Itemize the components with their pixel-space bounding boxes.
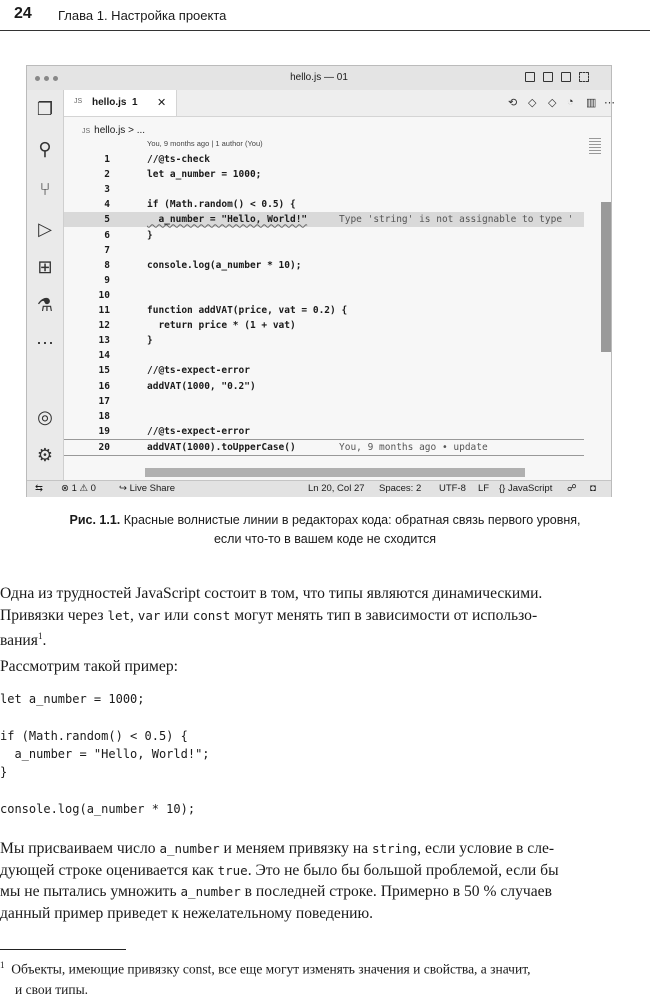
- tab-label: hello.js 1: [92, 97, 138, 108]
- end-of-line[interactable]: LF: [478, 483, 490, 494]
- code-line[interactable]: [64, 288, 584, 303]
- chapter-title: Глава 1. Настройка проекта: [58, 8, 227, 23]
- code-text: console.log(a_number * 10);: [147, 259, 302, 271]
- code-line[interactable]: [64, 243, 584, 258]
- footnote-reference[interactable]: 1: [37, 631, 43, 641]
- code-line[interactable]: [64, 363, 584, 378]
- code-line[interactable]: [64, 212, 584, 227]
- code-text: addVAT(1000, "0.2"): [147, 380, 256, 392]
- paragraph-3-line-1: Мы присваиваем число a_number и меняем привязку на string, если условие в сле-: [0, 840, 555, 857]
- tab-hello-js[interactable]: [64, 90, 177, 116]
- code-area[interactable]: [64, 152, 584, 452]
- title-bar: [27, 66, 611, 91]
- line-number: 17: [98, 395, 110, 407]
- line-number: 7: [104, 244, 110, 256]
- previous-change-icon[interactable]: ◇: [528, 97, 537, 109]
- language-mode[interactable]: {} JavaScript: [499, 483, 553, 494]
- feedback-icon[interactable]: ☍: [567, 483, 577, 494]
- code-text: //@ts-expect-error: [147, 425, 250, 437]
- line-number: 20: [98, 441, 110, 453]
- breadcrumb[interactable]: [82, 125, 145, 136]
- next-change-icon[interactable]: ◇: [548, 97, 557, 109]
- indentation[interactable]: Spaces: 2: [379, 483, 422, 494]
- codelens-blame[interactable]: You, 9 months ago | 1 author (You): [147, 139, 263, 148]
- line-number: 1: [104, 154, 110, 165]
- line-number: 12: [98, 320, 110, 332]
- editor-screenshot: [26, 65, 615, 497]
- code-listing-line: console.log(a_number * 10);: [0, 801, 196, 816]
- code-listing-line: let a_number = 1000;: [0, 692, 145, 706]
- toggle-sidebar-icon[interactable]: [561, 72, 571, 82]
- split-editor-icon[interactable]: ▥: [586, 97, 597, 109]
- horizontal-scrollbar[interactable]: [145, 468, 525, 477]
- paragraph-2: Рассмотрим такой пример:: [0, 658, 178, 675]
- code-line[interactable]: [64, 439, 584, 456]
- code-line[interactable]: [64, 273, 584, 288]
- code-text: function addVAT(price, vat = 0.2) {: [147, 305, 348, 316]
- settings-gear-icon[interactable]: ⚙: [36, 445, 54, 465]
- account-icon[interactable]: ◎: [37, 407, 53, 427]
- footnote-line-1: $^1$ Объекты, имеющие привязку const, все еще могут изменять значения и свойства, а значит,: [0, 960, 531, 977]
- source-control-icon[interactable]: ⑂: [39, 179, 51, 199]
- paragraph-1-line-3: вания$^1$.: [0, 631, 47, 650]
- line-number: 9: [104, 274, 110, 286]
- search-icon[interactable]: ⚲: [38, 139, 52, 159]
- open-changes-icon[interactable]: ⟲: [508, 97, 518, 109]
- page-number: 24: [14, 5, 32, 22]
- more-icon[interactable]: ⋯: [36, 333, 54, 353]
- header-rule: [0, 30, 650, 31]
- code-line[interactable]: [64, 228, 584, 243]
- code-line[interactable]: [64, 182, 584, 197]
- timeline-icon[interactable]: ◔: [567, 96, 574, 108]
- code-line[interactable]: [64, 167, 584, 182]
- caption-line-2: если что-то в вашем коде не сходится: [213, 532, 437, 546]
- line-number: 5: [104, 214, 110, 226]
- cursor-position[interactable]: Ln 20, Col 27: [308, 483, 365, 494]
- footnote-rule: [0, 949, 126, 950]
- breadcrumb-path: hello.js > ...: [94, 125, 146, 136]
- problems-indicator[interactable]: ⊗ 1 ⚠ 0: [61, 483, 96, 494]
- line-number: 6: [104, 229, 110, 241]
- caption-line-1: Красные волнистые линии в редакторах кода: обратная связь первого уровня,: [120, 513, 581, 527]
- code-listing-line: }: [0, 765, 8, 780]
- line-number: 10: [98, 289, 110, 301]
- line-number: 19: [98, 425, 110, 437]
- live-share-button[interactable]: ↪ Live Share: [119, 483, 176, 494]
- code-line[interactable]: [64, 318, 584, 333]
- more-actions-icon[interactable]: ⋯: [604, 97, 615, 109]
- activity-bar: [27, 90, 64, 480]
- paragraph-3: [0, 838, 650, 924]
- js-file-icon: JS: [82, 128, 91, 135]
- vertical-scrollbar[interactable]: [601, 202, 611, 352]
- code-text: //@ts-expect-error: [147, 365, 250, 377]
- code-text: if (Math.random() < 0.5) {: [147, 199, 296, 211]
- inline-blame: You, 9 months ago • update: [339, 441, 488, 453]
- line-number: 11: [98, 305, 110, 316]
- line-number: 18: [98, 410, 110, 422]
- line-number: 16: [98, 380, 110, 392]
- minimap[interactable]: [587, 114, 611, 480]
- figure-caption: [40, 511, 610, 549]
- line-number: 8: [104, 259, 110, 271]
- code-text: a_number = "Hello, World!": [147, 214, 308, 226]
- line-number: 3: [104, 184, 110, 196]
- js-file-icon: JS: [74, 98, 83, 105]
- paragraph-3-line-2: дующей строке оценивается как true. Это не было бы большой проблемой, если бы: [0, 861, 559, 879]
- line-number: 13: [98, 335, 110, 347]
- code-text: }: [147, 229, 153, 241]
- toggle-panel-icon[interactable]: [543, 72, 553, 82]
- status-bar: [27, 480, 611, 497]
- code-text: //@ts-check: [147, 154, 210, 165]
- code-text: addVAT(1000).toUpperCase(): [147, 441, 296, 453]
- code-text: }: [147, 335, 153, 347]
- close-icon[interactable]: ✕: [157, 97, 167, 109]
- paragraph-3-line-4: данный пример приведет к нежелательному поведению.: [0, 904, 374, 922]
- code-line[interactable]: [64, 303, 584, 318]
- code-line[interactable]: [64, 333, 584, 348]
- run-debug-icon[interactable]: ▷: [38, 219, 52, 239]
- notifications-icon[interactable]: ◘: [590, 483, 596, 494]
- code-line[interactable]: [64, 424, 584, 439]
- code-line[interactable]: [64, 258, 584, 273]
- paragraph-1: [0, 583, 650, 652]
- footnote-line-2: и свои типы.: [15, 981, 89, 997]
- inline-error-message: Type 'string' is not assignable to type ': [339, 214, 574, 226]
- code-line[interactable]: [64, 348, 584, 363]
- paragraph-1-line-1: Одна из трудностей JavaScript состоит в том, что типы являются динамическими.: [0, 585, 543, 602]
- testing-icon[interactable]: ⚗: [36, 295, 54, 315]
- paragraph-3-line-3: мы не пытались умножить a_number в последней строке. Примерно в 50 % случаев: [0, 883, 552, 900]
- code-text: let a_number = 1000;: [147, 169, 262, 181]
- encoding[interactable]: UTF-8: [439, 483, 466, 494]
- code-line[interactable]: [64, 197, 584, 212]
- code-listing-line: if (Math.random() < 0.5) {: [0, 728, 188, 743]
- paragraph-1-line-2: Привязки через let, var или const могут менять тип в зависимости от использо-: [0, 606, 538, 624]
- explorer-icon[interactable]: ❐: [36, 99, 54, 119]
- customize-layout-icon[interactable]: [579, 72, 589, 82]
- tab-bar: [64, 90, 615, 117]
- code-line[interactable]: [64, 409, 584, 424]
- line-number: 15: [98, 365, 110, 377]
- layout-panel-icon[interactable]: [525, 72, 535, 82]
- minimap-code: [589, 138, 601, 154]
- window-title: hello.js — 01: [290, 72, 348, 83]
- footnote: [0, 955, 650, 1000]
- code-line[interactable]: [64, 152, 584, 167]
- line-number: 14: [98, 350, 110, 362]
- remote-icon[interactable]: ⇆: [35, 483, 43, 494]
- footnote-mark: 1: [0, 960, 5, 970]
- line-number: 2: [104, 169, 110, 181]
- code-text: return price * (1 + vat): [147, 320, 296, 332]
- caption-label: Рис. 1.1.: [69, 513, 121, 527]
- code-listing-line: a_number = "Hello, World!";: [0, 746, 210, 761]
- code-line[interactable]: [64, 394, 584, 409]
- line-number: 4: [104, 199, 110, 211]
- extensions-icon[interactable]: ⊞: [37, 257, 53, 277]
- code-line[interactable]: [64, 379, 584, 394]
